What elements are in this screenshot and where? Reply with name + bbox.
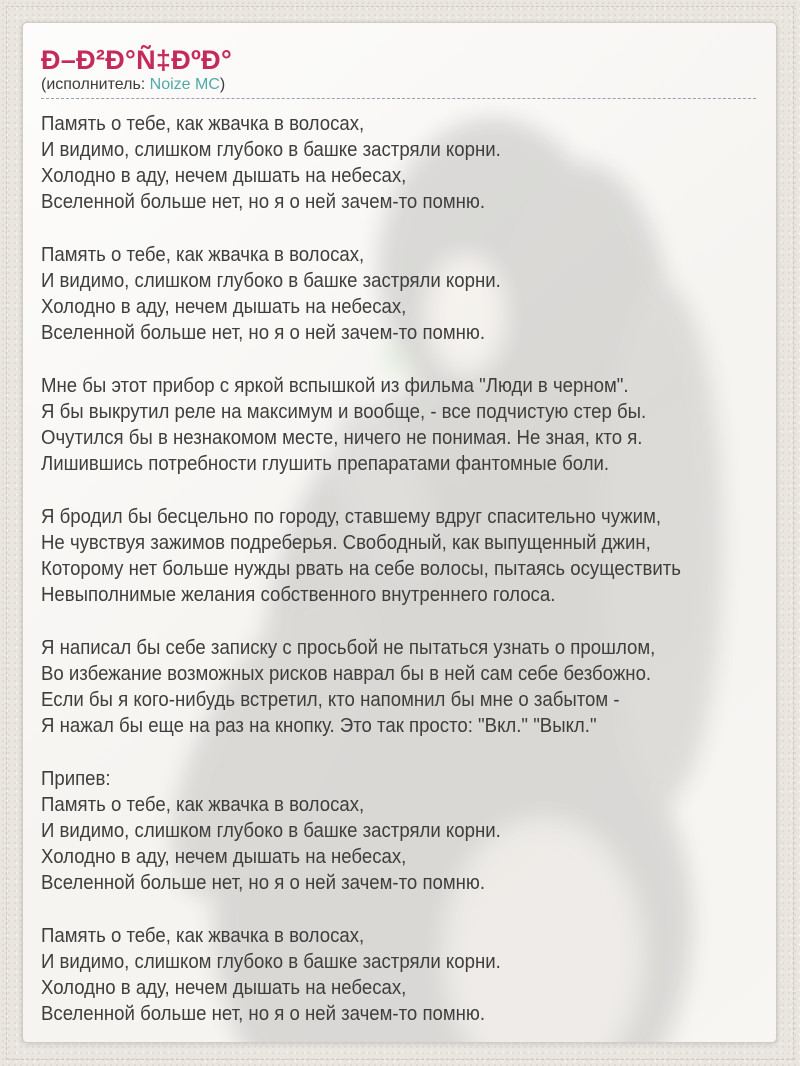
lyrics-stanza: Припев: Память о тебе, как жвачка в волосах, И видимо, слишком глубоко в башке застряли корни. Холодно в аду, нечем дышать на небесах, Вселенной больше нет, но я о ней зачем-то помню. [41, 768, 501, 894]
lyrics-stanza: Мне бы этот прибор с яркой вспышкой из фильма "Люди в черном". Я бы выкрутил реле на максимум и вообще, - все подчистую стер бы. Очутился бы в незнакомом месте, ничего не понимая. Не зная, кто я. Лишившись потребности глушить препаратами фантомные боли. [41, 375, 647, 475]
song-title: Ð–Ð²Ð°Ñ‡ÐºÐ° [41, 45, 233, 75]
artist-line-suffix: ) [219, 76, 226, 93]
lyrics-content [23, 23, 776, 1027]
artist-link[interactable]: Noize MC [149, 76, 220, 93]
lyrics-stanza: Память о тебе, как жвачка в волосах, И видимо, слишком глубоко в башке застряли корни. Холодно в аду, нечем дышать на небесах, Вселенной больше нет, но я о ней зачем-то помню. [41, 925, 501, 1025]
dotted-divider [41, 98, 756, 99]
artist-label: (исполнитель: [41, 76, 146, 93]
lyrics-stanza: Я бродил бы бесцельно по городу, ставшему вдруг спасительно чужим, Не чувствуя зажимов подреберья. Свободный, как выпущенный джин, Которому нет больше нужды рвать на себе волосы, пытаясь осуществить Невыполнимые желания собственного внутреннего голоса. [41, 506, 681, 606]
artist-line [41, 75, 756, 95]
lyrics-text [41, 111, 756, 1027]
lyrics-card [22, 22, 777, 1043]
lyrics-stanza: Память о тебе, как жвачка в волосах, И видимо, слишком глубоко в башке застряли корни. Холодно в аду, нечем дышать на небесах, Вселенной больше нет, но я о ней зачем-то помню. [41, 244, 501, 344]
lyrics-stanza: Память о тебе, как жвачка в волосах, И видимо, слишком глубоко в башке застряли корни. Холодно в аду, нечем дышать на небесах, Вселенной больше нет, но я о ней зачем-то помню. [41, 113, 501, 213]
lyrics-stanza: Я написал бы себе записку с просьбой не пытаться узнать о прошлом, Во избежание возможных рисков наврал бы в ней сам себе безбожно. Если бы я кого-нибудь встретил, кто напомнил бы мне о забытом - Я нажал бы еще на раз на кнопку. Это так просто: "Вкл." "Выкл." [41, 637, 656, 737]
